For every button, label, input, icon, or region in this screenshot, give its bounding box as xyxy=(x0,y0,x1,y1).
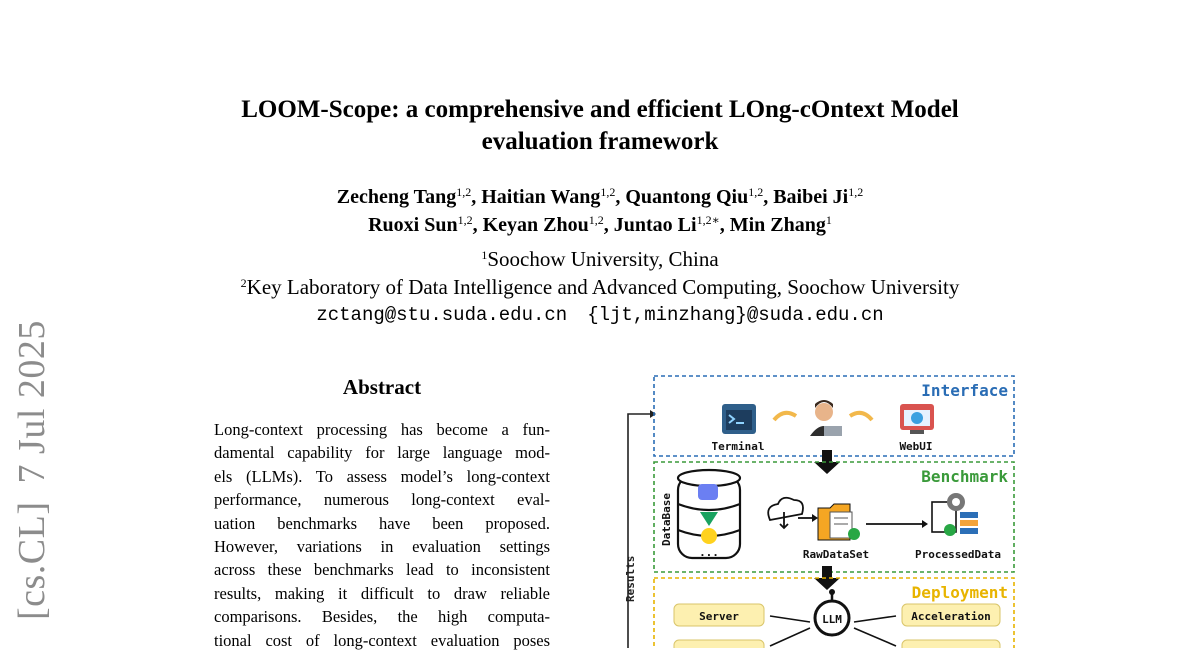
author: Juntao Li xyxy=(613,214,697,236)
paper-title xyxy=(150,94,1050,158)
author-affil-sup: 1,2 xyxy=(588,213,604,227)
email-1: zctang@stu.suda.edu.cn xyxy=(316,304,568,326)
affiliation-sup: 2 xyxy=(240,276,247,290)
results-label: Results xyxy=(624,555,637,602)
acceleration-label: Acceleration xyxy=(911,610,991,623)
flow-arrow xyxy=(854,616,896,622)
architecture-figure xyxy=(610,372,1030,648)
author-separator: , xyxy=(472,214,483,236)
authors-line-1 xyxy=(150,183,1050,211)
title-line-2: evaluation framework xyxy=(481,128,719,155)
database-icon xyxy=(678,470,740,558)
llm-robot-icon xyxy=(815,589,849,635)
deployment-pill xyxy=(674,640,764,648)
terminal-icon xyxy=(722,404,756,434)
author: Baibei Ji xyxy=(773,186,849,208)
processed-data-label: ProcessedData xyxy=(914,548,1002,561)
author-emails xyxy=(100,302,1100,328)
abstract-line: results, making it difficult to draw reliable xyxy=(214,583,550,603)
abstract-line: Long-context processing has become a fun- xyxy=(214,420,550,439)
abstract-line: across these benchmarks lead to inconsistent xyxy=(214,560,550,580)
flow-arrow xyxy=(770,616,810,622)
affiliation-text: Key Laboratory of Data Intelligence and Advanced Computing, Soochow University xyxy=(246,275,960,299)
affiliation-2 xyxy=(100,273,1100,301)
results-arrowhead-icon xyxy=(650,410,656,418)
author-separator: , xyxy=(615,186,626,208)
author: Zecheng Tang xyxy=(336,186,457,208)
affiliation-text: Soochow University, China xyxy=(487,247,719,271)
webui-label: WebUI xyxy=(899,440,933,453)
author-affil-sup: 1,2 xyxy=(600,185,616,199)
user-icon xyxy=(810,400,842,436)
arxiv-category: [cs.CL] xyxy=(11,501,53,620)
affiliation-1 xyxy=(100,245,1100,273)
results-feedback-arrow xyxy=(628,414,650,648)
abstract-heading: Abstract xyxy=(342,375,422,399)
webui-icon xyxy=(900,404,934,434)
author-separator: , xyxy=(603,214,614,236)
authors-line-2 xyxy=(150,211,1050,239)
server-label: Server xyxy=(699,610,739,623)
curved-arrow-icon xyxy=(850,413,872,420)
database-label: DataBase xyxy=(660,493,673,546)
arxiv-date: 7 Jul 2025 xyxy=(11,320,53,484)
author-list xyxy=(150,183,1050,239)
author-separator: , xyxy=(763,186,774,208)
flow-arrow xyxy=(770,628,810,646)
author-affil-sup: 1,2∗ xyxy=(696,213,720,227)
abstract-line: uation benchmarks have been proposed. xyxy=(214,513,550,533)
title-line-1: LOOM-Scope: a comprehensive and efficient LOng-cOntext Model xyxy=(241,96,959,123)
curved-arrow-icon xyxy=(774,413,796,420)
flow-arrowhead-icon xyxy=(922,520,928,528)
abstract-body xyxy=(214,418,550,652)
abstract-line: damental capability for large language mod- xyxy=(214,443,550,463)
author-affil-sup: 1,2 xyxy=(456,185,472,199)
author-affil-sup: 1 xyxy=(825,213,832,227)
processed-data-icon xyxy=(932,493,978,536)
author-affil-sup: 1,2 xyxy=(848,185,864,199)
author: Keyan Zhou xyxy=(482,214,589,236)
deployment-pill xyxy=(902,640,1000,648)
author: Quantong Qiu xyxy=(625,186,749,208)
author: Ruoxi Sun xyxy=(368,214,458,236)
abstract-line: tional cost of long-context evaluation poses xyxy=(214,630,550,650)
flow-arrowhead-icon xyxy=(812,514,818,522)
abstract-line: els (LLMs). To assess model’s long-context xyxy=(214,466,550,486)
interface-label: Interface xyxy=(921,381,1008,400)
author: Min Zhang xyxy=(729,214,826,236)
author-affil-sup: 1,2 xyxy=(748,185,764,199)
benchmark-label: Benchmark xyxy=(921,467,1008,486)
email-2: {ljt,minzhang}@suda.edu.cn xyxy=(587,304,884,326)
arxiv-stamp xyxy=(10,320,54,620)
download-cloud-icon xyxy=(768,498,803,528)
terminal-label: Terminal xyxy=(711,440,765,453)
flow-arrow xyxy=(854,628,896,646)
abstract-line: comparisons. Besides, the high computa- xyxy=(214,607,550,627)
abstract-line: However, variations in evaluation settings xyxy=(214,536,550,556)
affiliation-sup: 1 xyxy=(481,248,488,262)
author-separator: , xyxy=(471,186,482,208)
author-affil-sup: 1,2 xyxy=(457,213,473,227)
author: Haitian Wang xyxy=(481,186,601,208)
raw-dataset-icon xyxy=(818,504,860,540)
database-ellipsis: ... xyxy=(699,546,719,559)
author-separator: , xyxy=(719,214,730,236)
llm-label: LLM xyxy=(822,613,842,626)
raw-dataset-label: RawDataSet xyxy=(802,548,870,561)
deployment-label: Deployment xyxy=(911,583,1008,602)
abstract-line: performance, numerous long-context eval- xyxy=(214,490,550,510)
